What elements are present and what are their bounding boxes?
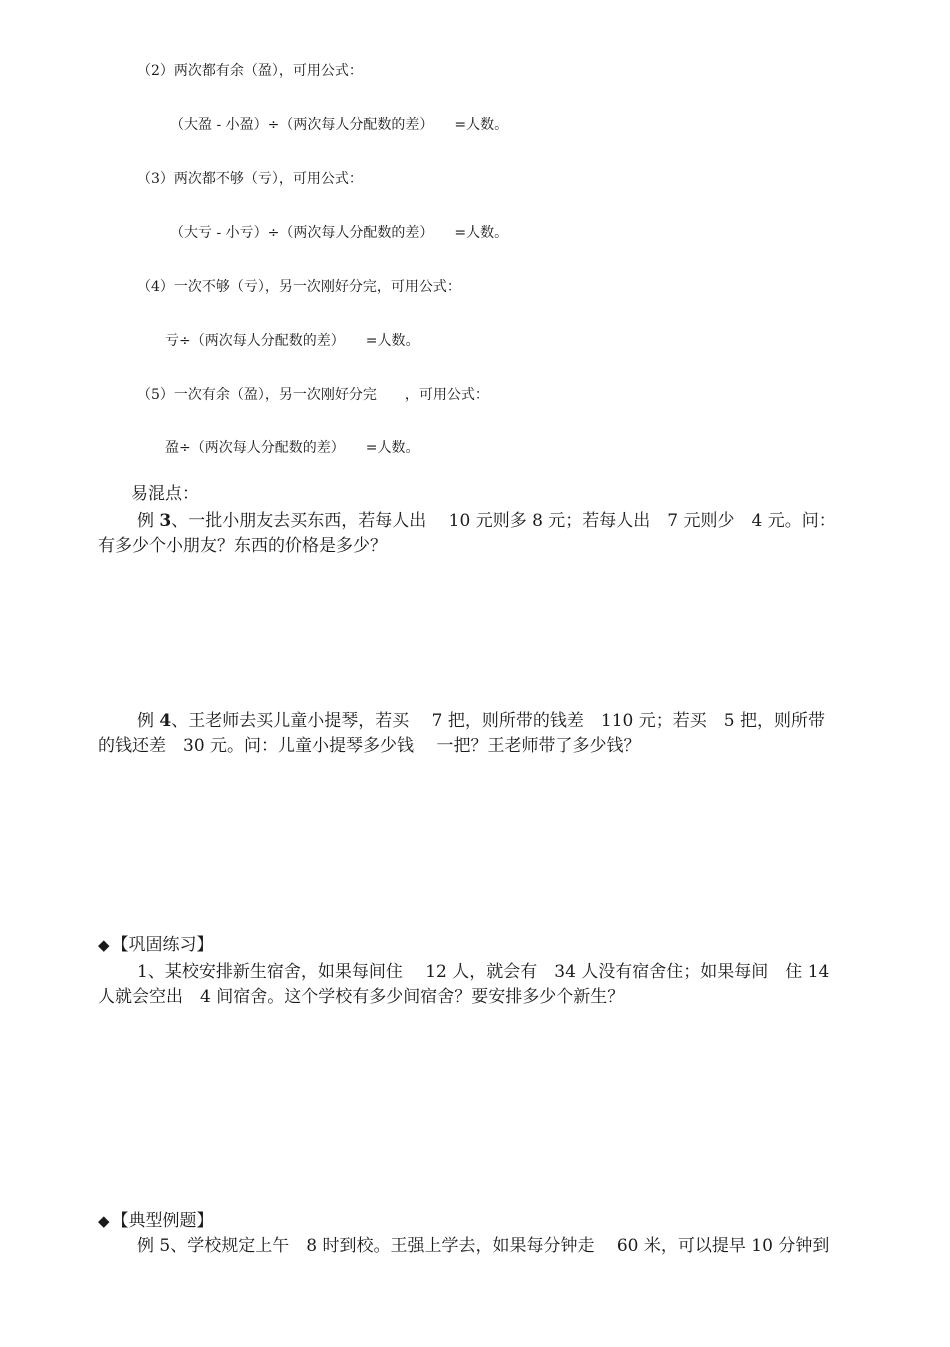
example-4-text: 、王老师去买儿童小提琴，若买 7 把，则所带的钱差 110 元；若买 5 把，则所带 <box>171 711 825 731</box>
diamond-icon: ◆ <box>98 1212 110 1230</box>
example-3-line-2: 有多少个小朋友？东西的价格是多少？ <box>98 536 387 556</box>
confusing-heading: 易混点： <box>131 484 199 504</box>
example-4-number: 4 <box>159 711 172 731</box>
example-3-number: 3 <box>159 511 172 531</box>
typical-heading <box>98 1213 214 1230</box>
practice-heading <box>98 937 214 954</box>
rule-4-formula: 亏÷（两次每人分配数的差） =人数。 <box>165 333 420 349</box>
rule-5-formula: 盈÷（两次每人分配数的差） =人数。 <box>165 440 420 456</box>
example-3-prefix: 例 <box>137 511 154 531</box>
diamond-icon: ◆ <box>98 936 110 954</box>
rule-2-formula: （大盈 - 小盈）÷（两次每人分配数的差） =人数。 <box>170 117 509 133</box>
typical-heading-text: 【典型例题】 <box>111 1211 214 1231</box>
rule-3-title: （3）两次都不够（亏），可用公式： <box>137 171 363 187</box>
rule-5-title: （5）一次有余（盈），另一次刚好分完 ，可用公式： <box>137 387 489 403</box>
rule-3-formula: （大亏 - 小亏）÷（两次每人分配数的差） =人数。 <box>170 225 509 241</box>
example-4-line-1 <box>137 713 825 730</box>
example-3-line-1 <box>137 513 836 530</box>
practice-q1-line-1: 1、某校安排新生宿舍，如果每间住 12 人，就会有 34 人没有宿舍住；如果每间 住 14 <box>137 962 830 982</box>
example-5-line-1: 例 5、学校规定上午 8 时到校。王强上学去，如果每分钟走 60 米，可以提早 10 分钟到 <box>137 1236 830 1256</box>
example-4-line-2: 的钱还差 30 元。问：儿童小提琴多少钱 一把？王老师带了多少钱？ <box>98 736 641 756</box>
example-4-prefix: 例 <box>137 711 154 731</box>
example-3-text: 、一批小朋友去买东西，若每人出 10 元则多 8 元；若每人出 7 元则少 4 元。问： <box>171 511 836 531</box>
rule-2-title: （2）两次都有余（盈），可用公式： <box>137 63 363 79</box>
rule-4-title: （4）一次不够（亏），另一次刚好分完，可用公式： <box>137 279 461 295</box>
practice-heading-text: 【巩固练习】 <box>111 935 214 955</box>
practice-q1-line-2: 人就会空出 4 间宿舍。这个学校有多少间宿舍？要安排多少个新生？ <box>98 987 625 1007</box>
